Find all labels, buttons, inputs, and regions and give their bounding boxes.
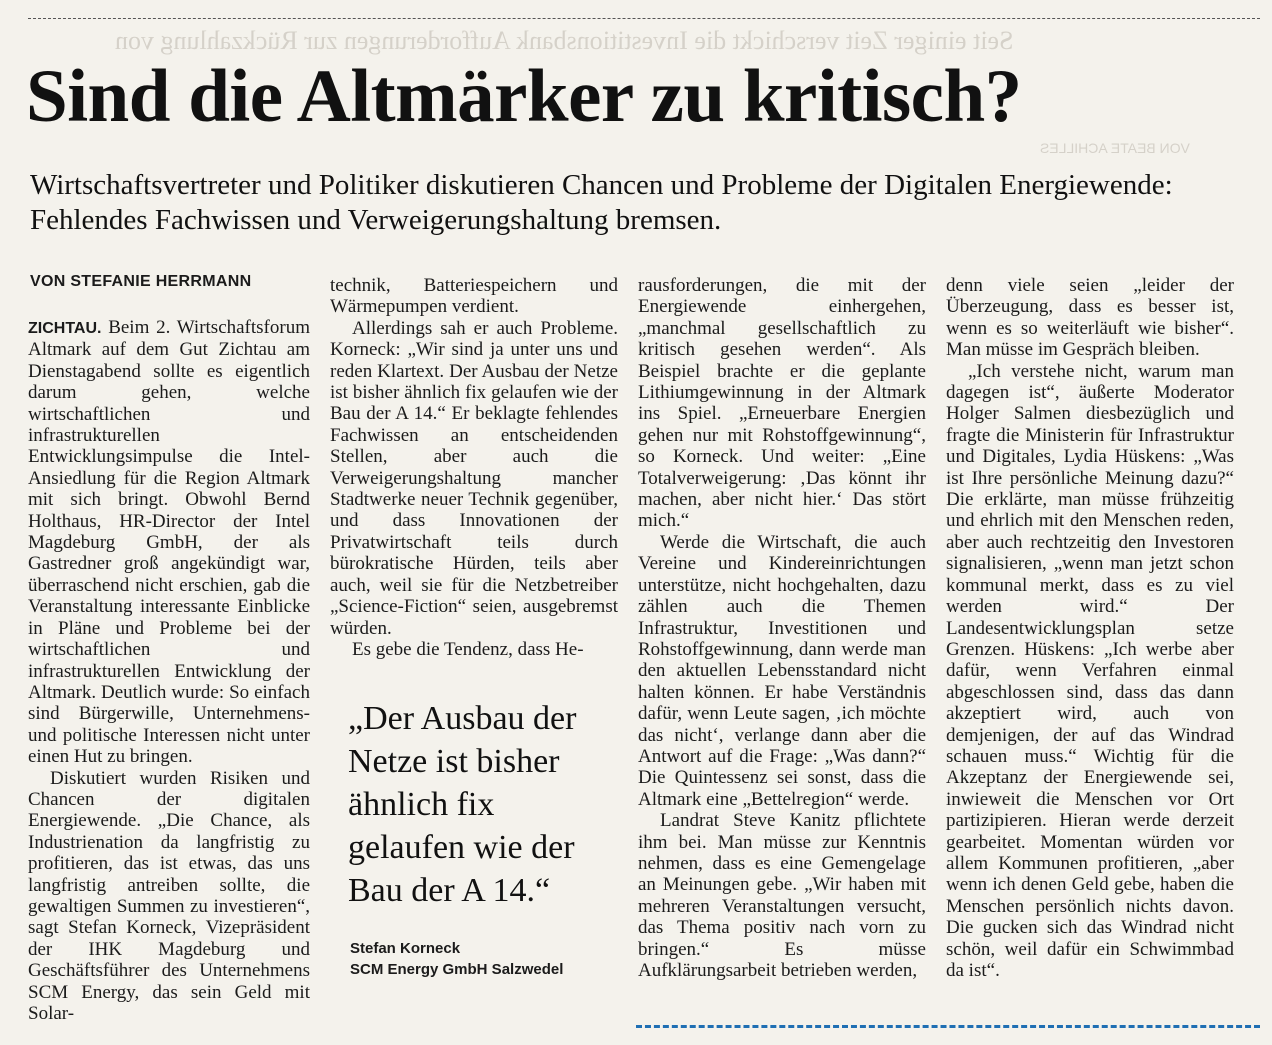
article-column-2 (330, 275, 618, 660)
article-column-1 (28, 317, 310, 1024)
paragraph: Es gebe die Tendenz, dass He- (352, 638, 584, 660)
bleed-through-byline: VON BEATE ACHILLES (1040, 140, 1190, 156)
quote-author-name: Stefan Korneck (350, 940, 461, 957)
bottom-rule (636, 1025, 1260, 1028)
paragraph: technik, Batteriespeichern und Wärmepumpen verdient. (330, 275, 618, 318)
article-column-3 (638, 275, 926, 981)
headline: Sind die Altmärker zu kritisch? (26, 55, 1022, 138)
paragraph: rausforderungen, die mit der Energiewende einhergehen, „manchmal gesellschaftlich zu kritisch gesehen werden“. Als Beispiel brachte er die geplante Lithiumgewinnung in der Altmark ins Spiel. „Erneuerbare Energien gehen nur mit Rohstoffgewinnung“, so Korneck. Und weiter: „Eine Totalverweigerung: ‚Das könnt ihr machen, aber nicht hier.‘ Das stört mich.“ (638, 275, 926, 532)
byline: VON STEFANIE HERRMANN (30, 273, 252, 290)
paragraph: „Ich verstehe nicht, warum man dagegen ist“, äußerte Moderator Holger Salmen diesbezüglich und fragte die Ministerin für Infrastruktur und Digitales, Lydia Hüskens: „Was ist Ihre persönliche Meinung dazu?“ Die erklärte, man müsse frühzeitig und ehrlich mit den Menschen reden, aber auch rechtzeitig den Investoren signalisieren, „wenn man jetzt schon kommunal merkt, dass es zu viel werden wird.“ Der Landesentwicklungsplan setze Grenzen. Hüskens: „Ich werbe aber dafür, wenn Verfahren einmal abgeschlossen sind, dass das dann akzeptiert wird, auch von demjenigen, der auf das Windrad schauen muss.“ Wichtig für die Akzeptanz der Energiewende sei, inwieweit die Menschen vor Ort partizipieren. Hieran werde derzeit gearbeitet. Momentan würden vor allem Kommunen profitieren, „aber wenn ich denen Geld gebe, haben die Menschen persönlich nichts davon. Die gucken sich das Windrad nicht schön, weil dafür ein Schwimmbad da ist“. (946, 360, 1234, 981)
pull-quote-attribution (350, 938, 620, 980)
paragraph: Werde die Wirtschaft, die auch Vereine und Kindereinrichtungen unterstütze, nicht hochgehalten, dazu zählen auch die Themen Infrastruktur, Investitionen und Rohstoffgewinnung, dann werde man den aktuellen Lebensstandard nicht halten können. Er habe Verständnis dafür, wenn Leute sagen, ‚ich möchte das nicht‘, verlange dann aber die Antwort auf die Frage: „Was dann?“ Die Quintessenz sei sonst, dass die Altmark eine „Bettelregion“ werde. (638, 531, 926, 810)
paragraph: Allerdings sah er auch Probleme. Korneck: „Wir sind ja unter uns und reden Klartext. Der Ausbau der Netze ist bisher ähnlich fix gelaufen wie der Bau der A 14.“ Er beklagte fehlendes Fachwissen an entscheidenden Stellen, aber auch die Verweigerungshaltung mancher Stadtwerke neuer Technik gegenüber, und dass Innovationen der Privatwirtschaft teils durch bürokratische Hürden, teils aber auch, weil sie für die Netzbetreiber „Science-Fiction“ seien, ausgebremst würden. (330, 317, 618, 639)
dateline: ZICHTAU. (28, 320, 102, 337)
bleed-through-text: Seit einiger Zeit verschickt die Investitionsbank Aufforderungen zur Rückzahlung von (115, 26, 1014, 55)
paragraph (28, 317, 310, 768)
quote-author-company: SCM Energy GmbH Salzwedel (350, 961, 564, 978)
pull-quote: „Der Ausbau der Netze ist bisher ähnlich fix gelaufen wie der Bau der A 14.“ (348, 700, 577, 909)
paragraph-text: Beim 2. Wirtschaftsforum Altmark auf dem Gut Zichtau am Dienstagabend sollte es eigentlich darum gehen, welche wirtschaftlichen und infrastrukturellen Entwicklungsimpulse die Intel-Ansiedlung für die Region Altmark mit sich bringt. Obwohl Bernd Holthaus, HR-Director der Intel Magdeburg GmbH, der als Gastredner groß angekündigt war, überraschend nicht erschien, gab die Veranstaltung interessante Einblicke in Pläne und Probleme bei der wirtschaftlichen und infrastrukturellen Entwicklung der Altmark. Deutlich wurde: So einfach sind Bürgerwille, Unternehmens- und politische Interessen nicht unter einen Hut zu bringen. (28, 317, 310, 768)
article-column-4 (946, 275, 1234, 981)
subheadline: Wirtschaftsvertreter und Politiker diskutieren Chancen und Probleme der Digitalen Energiewende: Fehlendes Fachwissen und Verweigerungshaltung bremsen. (30, 169, 1173, 236)
top-rule (28, 18, 1260, 19)
paragraph: Landrat Steve Kanitz pflichtete ihm bei. Man müsse zur Kenntnis nehmen, dass es eine Gemengelage an Meinungen gebe. „Wir haben mit mehreren Veranstaltungen versucht, das Thema positiv nach vorn zu bringen.“ Es müsse Aufklärungsarbeit betrieben werden, (638, 810, 926, 981)
paragraph: Diskutiert wurden Risiken und Chancen der digitalen Energiewende. „Die Chance, als Industrienation da langfristig zu profitieren, das ist etwas, das uns langfristig antreiben sollte, die gewaltigen Summen zu investieren“, sagt Stefan Korneck, Vizepräsident der IHK Magdeburg und Geschäftsführer des Unternehmens SCM Energy, das sein Geld mit Solar- (28, 767, 310, 1024)
paragraph: denn viele seien „leider der Überzeugung, dass es besser ist, wenn es so weiterläuft wie bisher“. Man müsse im Gespräch bleiben. (946, 275, 1234, 361)
